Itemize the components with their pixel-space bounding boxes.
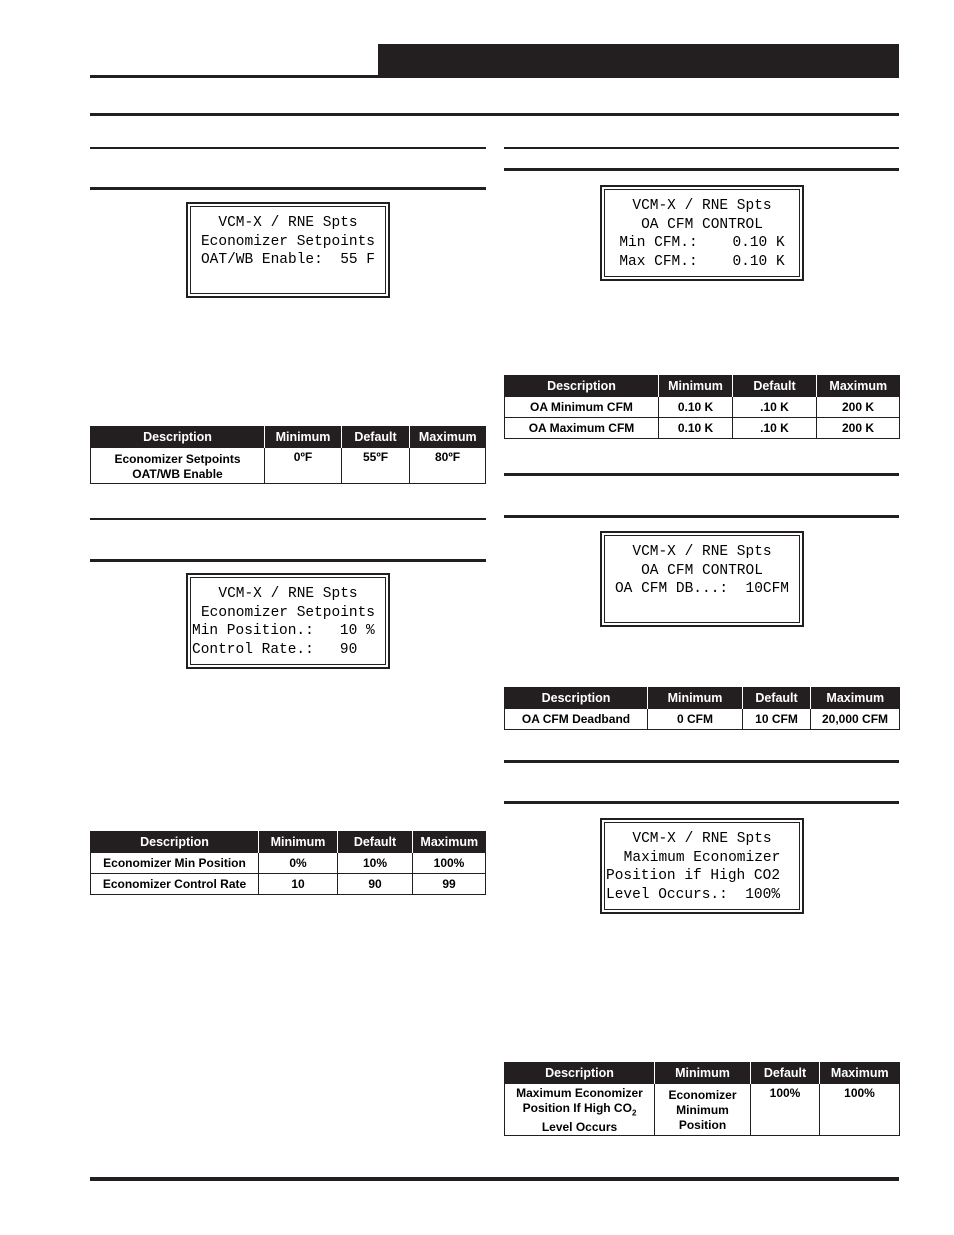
max-economizer-co2-table <box>504 1062 900 1136</box>
table-header-row <box>91 831 486 853</box>
column-header: Minimum <box>265 426 342 448</box>
lcd-line: OA CFM CONTROL <box>641 562 763 579</box>
lcd-line: Maximum Economizer <box>623 849 781 866</box>
table-cell-minimum: 0.10 K <box>659 418 733 439</box>
lcd-line: Max CFM.: 0.10 K <box>619 254 785 271</box>
description-text: Position If High CO <box>522 1101 632 1115</box>
lcd-line: Min CFM.: 0.10 K <box>619 235 785 252</box>
table-cell-description: OA Maximum CFM <box>505 418 659 439</box>
lcd-line: VCM-X / RNE Spts <box>218 215 358 231</box>
lcd-screen-oat-wb-enable <box>186 202 390 298</box>
table-cell-maximum: 100% <box>820 1084 900 1136</box>
table-cell-description: Economizer Min Position <box>91 853 259 874</box>
column-header: Maximum <box>811 687 900 709</box>
column-header: Minimum <box>259 831 338 853</box>
table-cell-maximum: 99 <box>413 874 486 895</box>
table-cell-default: 55ºF <box>342 448 410 484</box>
column-header: Minimum <box>648 687 743 709</box>
table-cell-maximum: 20,000 CFM <box>811 709 900 730</box>
column-header: Description <box>505 375 659 397</box>
column-header: Maximum <box>817 375 900 397</box>
section-rule <box>90 187 486 190</box>
lcd-line: Position if High CO2 <box>606 868 781 885</box>
section-rule <box>90 518 486 520</box>
table-cell-default: 90 <box>338 874 413 895</box>
section-rule <box>90 559 486 562</box>
table-cell-maximum: 200 K <box>817 397 900 418</box>
description-line: Level Occurs <box>541 1120 618 1135</box>
footer-rule <box>90 1177 899 1181</box>
table-cell-minimum: 0% <box>259 853 338 874</box>
lcd-line: Level Occurs.: 100% <box>606 887 781 904</box>
table-header-row <box>505 1062 900 1084</box>
minimum-line: Economizer <box>668 1088 737 1103</box>
table-cell-description: OA Minimum CFM <box>505 397 659 418</box>
table-cell-minimum: 10 <box>259 874 338 895</box>
table-row <box>505 1084 900 1136</box>
table-cell-minimum: 0 CFM <box>648 709 743 730</box>
section-rule <box>504 515 899 518</box>
table-cell-maximum: 100% <box>413 853 486 874</box>
subscript-2: 2 <box>631 1108 637 1118</box>
oa-cfm-deadband-table <box>504 687 900 730</box>
table-cell-default: .10 K <box>733 397 817 418</box>
minimum-line: Position <box>678 1118 727 1133</box>
column-header: Default <box>338 831 413 853</box>
column-header: Minimum <box>659 375 733 397</box>
table-row <box>91 874 486 895</box>
description-line <box>507 1101 652 1120</box>
column-header: Default <box>733 375 817 397</box>
lcd-screen-oa-cfm-control <box>600 185 804 281</box>
column-header: Maximum <box>413 831 486 853</box>
section-rule <box>504 168 899 171</box>
description-line: Economizer Setpoints <box>114 451 241 466</box>
table-cell-maximum: 80ºF <box>410 448 486 484</box>
lcd-line: Economizer Setpoints <box>200 233 376 250</box>
table-cell-default: 100% <box>751 1084 820 1136</box>
lcd-screen-min-position <box>186 573 390 669</box>
table-header-row <box>91 426 486 448</box>
table-cell-maximum: 200 K <box>817 418 900 439</box>
lcd-line: Economizer Setpoints <box>200 604 376 621</box>
table-row <box>505 418 900 439</box>
lcd-screen-oa-cfm-deadband <box>600 531 804 627</box>
lcd-line: VCM-X / RNE Spts <box>632 198 772 214</box>
table-row <box>505 709 900 730</box>
table-cell-description: OA CFM Deadband <box>505 709 648 730</box>
column-header: Minimum <box>655 1062 751 1084</box>
table-cell-description: Economizer Control Rate <box>91 874 259 895</box>
column-header: Maximum <box>820 1062 900 1084</box>
section-rule <box>504 473 899 476</box>
description-line: Maximum Economizer <box>516 1086 643 1100</box>
lcd-line: OA CFM DB...: 10CFM <box>614 581 790 598</box>
lcd-line: VCM-X / RNE Spts <box>632 544 772 560</box>
section-rule <box>504 147 899 149</box>
column-header: Maximum <box>410 426 486 448</box>
lcd-line: Control Rate.: 90 <box>192 642 358 659</box>
column-header: Description <box>505 1062 655 1084</box>
lcd-line: VCM-X / RNE Spts <box>218 586 358 602</box>
table-cell-description <box>91 448 265 484</box>
lcd-screen-max-economizer-co2 <box>600 818 804 914</box>
oat-wb-enable-table <box>90 426 486 484</box>
column-header: Description <box>91 831 259 853</box>
section-rule <box>504 760 899 763</box>
table-cell-minimum: 0ºF <box>265 448 342 484</box>
table-cell-minimum: 0.10 K <box>659 397 733 418</box>
section-divider <box>90 113 899 116</box>
header-title-bar <box>378 44 899 78</box>
table-cell-minimum <box>655 1084 751 1136</box>
table-cell-default: 10% <box>338 853 413 874</box>
lcd-line: OA CFM CONTROL <box>641 216 763 233</box>
table-cell-default: .10 K <box>733 418 817 439</box>
column-header: Description <box>91 426 265 448</box>
section-rule <box>504 801 899 804</box>
table-row <box>91 448 486 484</box>
section-rule <box>90 147 486 149</box>
lcd-line: OAT/WB Enable: 55 F <box>200 252 376 269</box>
lcd-line: VCM-X / RNE Spts <box>632 831 772 847</box>
table-row <box>505 397 900 418</box>
table-cell-default: 10 CFM <box>743 709 811 730</box>
column-header: Default <box>342 426 410 448</box>
column-header: Default <box>751 1062 820 1084</box>
lcd-line: Min Position.: 10 % <box>192 623 375 640</box>
table-cell-description <box>505 1084 655 1136</box>
column-header: Description <box>505 687 648 709</box>
oa-cfm-table <box>504 375 900 439</box>
table-header-row <box>505 375 900 397</box>
header-rule <box>90 75 380 78</box>
table-row <box>91 853 486 874</box>
economizer-position-table <box>90 831 486 895</box>
column-header: Default <box>743 687 811 709</box>
minimum-line: Minimum <box>676 1103 729 1118</box>
description-line: OAT/WB Enable <box>132 466 223 481</box>
table-header-row <box>505 687 900 709</box>
